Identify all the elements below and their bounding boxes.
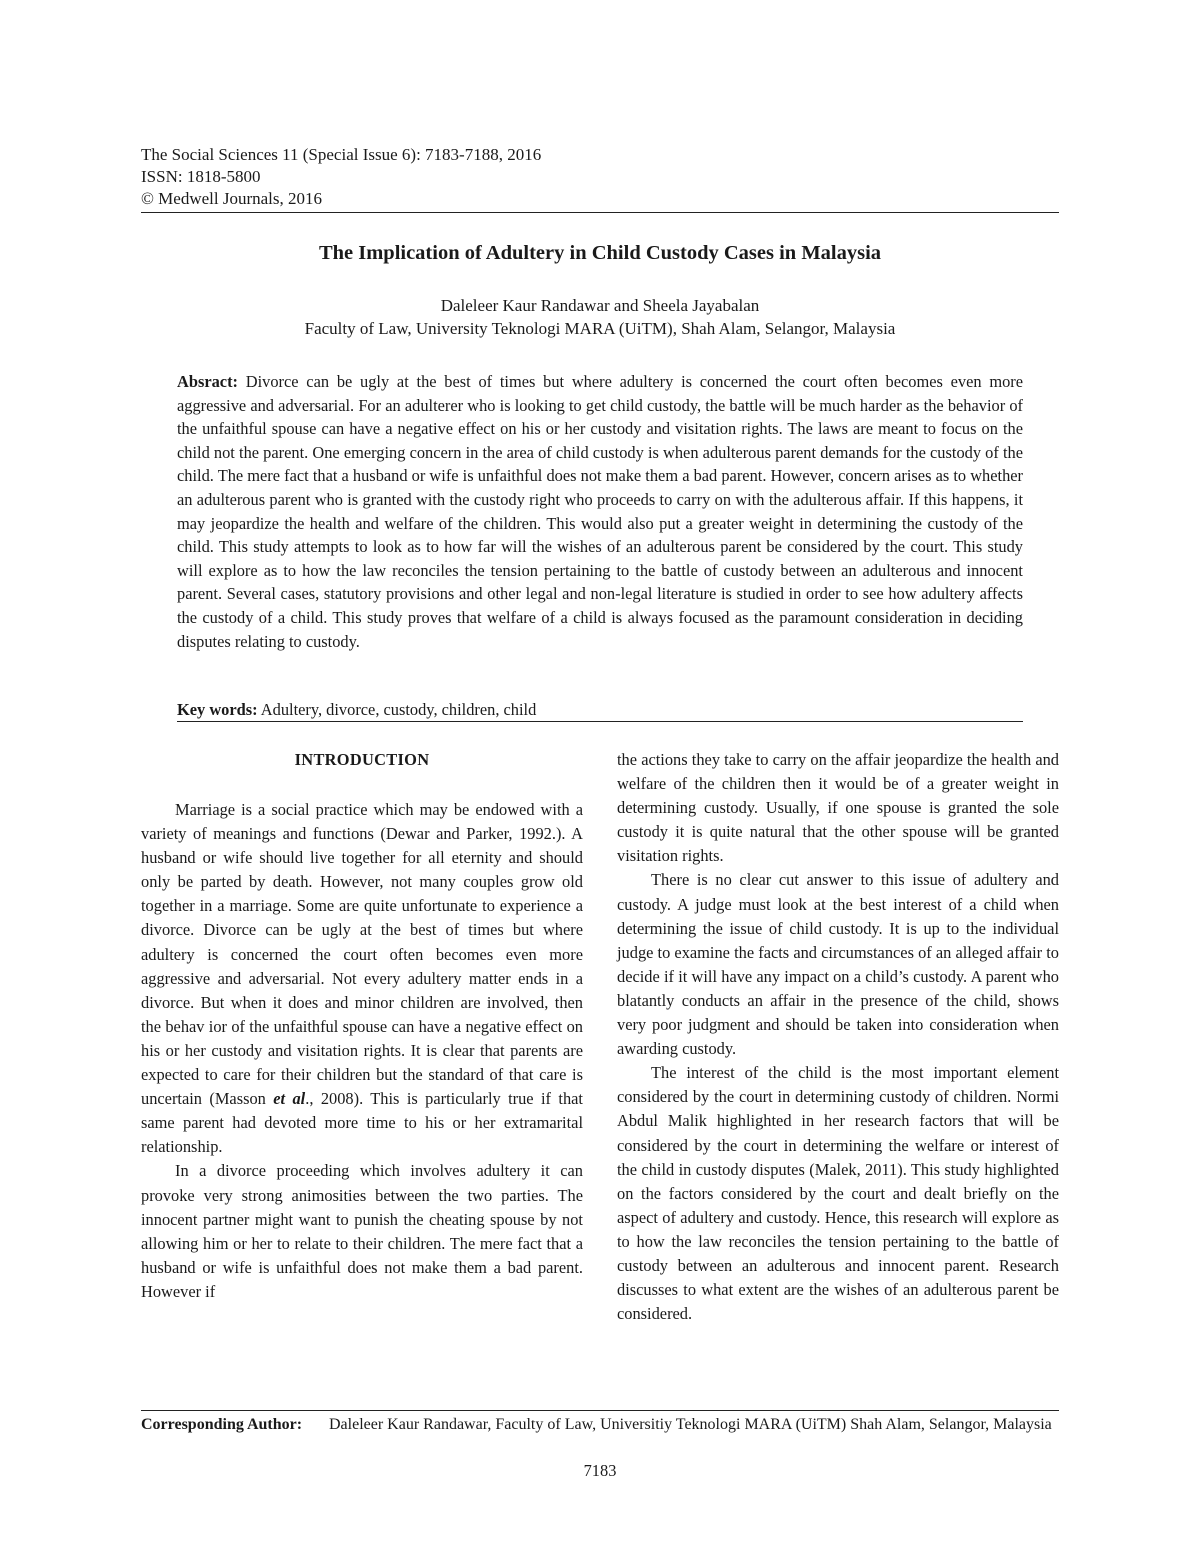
issn: ISSN: 1818-5800	[141, 167, 261, 186]
intro-paragraph-2: In a divorce proceeding which involves adultery it can provoke very strong animosities between the two parties. The innocent partner might want to punish the cheating spouse by not allowing him or her to relate to their children. The mere fact that a husband or wife is unfaithful does not make them a bad parent. However if	[141, 1161, 583, 1301]
intro-p1-text: Marriage is a social practice which may be endowed with a variety of meanings and functions (Dewar and Parker, 1992.). A husband or wife should live together for all eternity and should only be parted by death. However, not many couples grow old together in a marriage. Some are quite unfortunate to experience a divorce. Divorce can be ugly at the best of times but where adultery is concerned the court often becomes even more aggressive and adversarial. Not every adultery matter ends in a divorce. But when it does and minor children are involved, then the behav ior of the unfaithful spouse can have a negative effect on his or her custody and visitation rights. It is clear that parents are expected to care for their children but the standard of that care is uncertain (Masson	[141, 800, 583, 1109]
corresponding-author	[141, 1414, 1059, 1436]
intro-paragraph-4: The interest of the child is the most important element considered by the court in determining custody of children. Normi Abdul Malik highlighted in her research factors that will be considered by the court in determining the welfare or interest of the child in custody disputes (Malek, 2011). This study highlighted on the factors considered by the court and dealt briefly on the aspect of adultery and custody. Hence, this research will explore as to how the law reconciles the tension pertaining to the battle of custody between an adulterous and innocent parent. Research discusses to what extent are the wishes of an adulterous parent be considered.	[617, 1063, 1059, 1324]
footer-divider	[141, 1410, 1059, 1411]
journal-header	[141, 144, 1059, 210]
keywords-label: Key words:	[177, 700, 258, 719]
paper-title: The Implication of Adultery in Child Custody Cases in Malaysia	[318, 242, 882, 264]
abstract-text: Divorce can be ugly at the best of times but where adultery is concerned the court often becomes even more aggressive and adversarial. For an adulterer who is looking to get child custody, the battle will be much harder as the behavior of the unfaithful spouse can have a negative effect on his or her custody and visitation rights. The laws are meant to focus on the child not the parent. One emerging concern in the area of child custody is when adulterous parent demands for the custody of the child. The mere fact that a husband or wife is unfaithful does not make them a bad parent. However, concern arises as to whether an adulterous parent who is granted with the custody right who proceeds to carry on with the adulterous affair. If this happens, it may jeopardize the health and welfare of the children. This would also put a greater weight in determining the custody of the child. This study attempts to look as to how far will the wishes of an adulterous parent be considered by the court. This study will explore as to how the law reconciles the tension pertaining to the battle of custody between an adulterous and innocent parent. Several cases, statutory provisions and other legal and non-legal literature is studied in order to see how adultery affects the custody of a child. This study proves that welfare of a child is always focused as the paramount consideration in deciding disputes relating to custody.	[177, 372, 1023, 651]
abstract	[177, 370, 1023, 653]
abstract-label: Absract:	[177, 372, 238, 391]
author-affiliation: Faculty of Law, University Teknologi MARA (UiTM), Shah Alam, Selangor, Malaysia	[304, 319, 896, 338]
journal-citation: The Social Sciences 11 (Special Issue 6): 7183-7188, 2016	[141, 145, 542, 164]
intro-paragraph-1	[141, 798, 583, 1159]
keywords	[177, 699, 1023, 721]
section-heading-introduction: INTRODUCTION	[294, 750, 430, 769]
author-block	[141, 294, 1059, 340]
right-column	[617, 748, 1059, 1326]
keywords-text: Adultery, divorce, custody, children, child	[260, 700, 537, 719]
intro-p1-text-end: ., 2008). This is particularly true if that same parent had devoted more time to his or her extramarital relationship.	[141, 1089, 583, 1157]
intro-paragraph-2-continued: the actions they take to carry on the affair jeopardize the health and welfare of the children then it would be of a greater weight in determining custody. Usually, if one spouse is granted the sole custody it is quite natural that the other spouse will be granted visitation rights.	[617, 750, 1059, 866]
intro-p1-etal: et al	[273, 1089, 306, 1109]
author-names: Daleleer Kaur Randawar and Sheela Jayabalan	[440, 296, 760, 315]
keywords-divider	[177, 721, 1023, 722]
page-number: 7183	[583, 1461, 617, 1480]
left-column	[141, 748, 583, 1304]
corresponding-author-label: Corresponding Author:	[141, 1416, 303, 1433]
intro-paragraph-3: There is no clear cut answer to this issue of adultery and custody. A judge must look at the best interest of a child when determining the issue of child custody. It is up to the individual judge to examine the facts and circumstances of an alleged affair to decide if it will have any impact on a child’s custody. A parent who blatantly conducts an affair in the presence of the child, shows very poor judgment and should be taken into consideration when awarding custody.	[617, 870, 1059, 1059]
header-divider	[141, 212, 1059, 213]
corresponding-author-text: Daleleer Kaur Randawar, Faculty of Law, Universitiy Teknologi MARA (UiTM) Shah Alam, Selangor, Malaysia	[329, 1416, 1052, 1433]
copyright: © Medwell Journals, 2016	[141, 189, 323, 208]
